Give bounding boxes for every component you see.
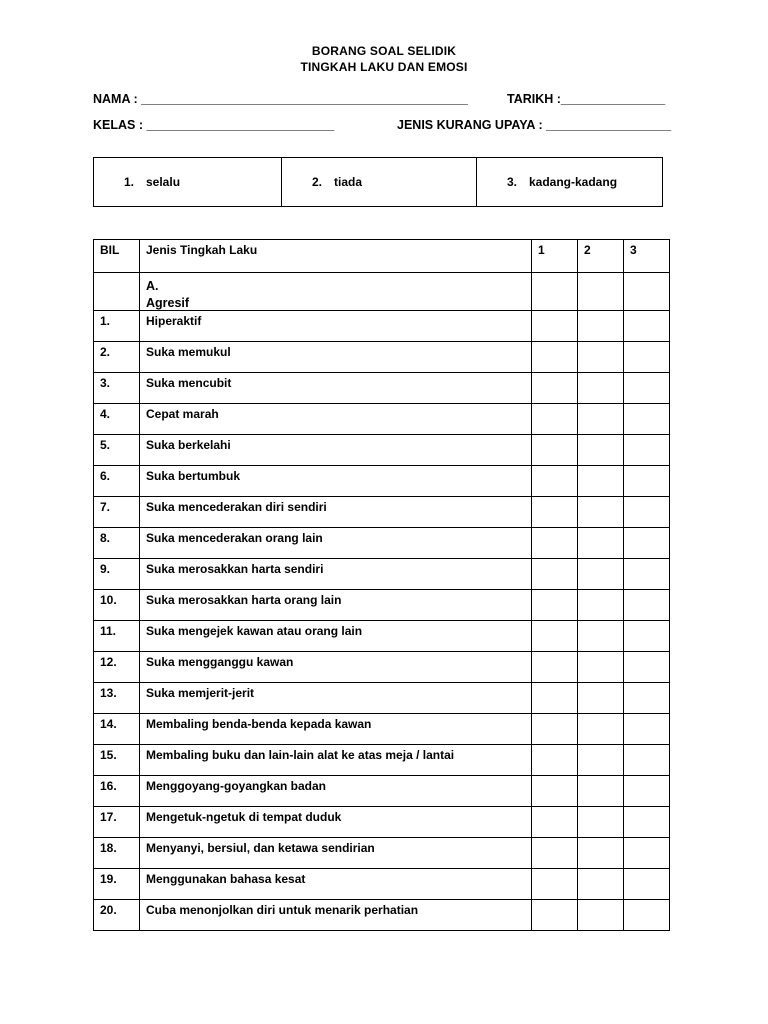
- header-score-1: 1: [532, 240, 578, 273]
- score-cell-3[interactable]: [624, 714, 670, 745]
- row-number: 7.: [94, 497, 140, 528]
- score-cell-1[interactable]: [532, 373, 578, 404]
- legend-item: [94, 158, 281, 206]
- score-cell-2[interactable]: [578, 869, 624, 900]
- table-row: [94, 745, 670, 776]
- score-cell-2[interactable]: [578, 590, 624, 621]
- score-cell-3[interactable]: [624, 652, 670, 683]
- score-cell-1[interactable]: [532, 404, 578, 435]
- score-cell-2[interactable]: [578, 621, 624, 652]
- score-cell-1[interactable]: [532, 776, 578, 807]
- score-cell-2[interactable]: [578, 466, 624, 497]
- row-number: 4.: [94, 404, 140, 435]
- table-row: [94, 714, 670, 745]
- row-number: 3.: [94, 373, 140, 404]
- score-cell-1[interactable]: [532, 683, 578, 714]
- legend-label: selalu: [146, 175, 181, 189]
- score-cell-1[interactable]: [532, 435, 578, 466]
- row-number: 5.: [94, 435, 140, 466]
- table-row: [94, 559, 670, 590]
- row-number: 11.: [94, 621, 140, 652]
- behaviour-description: Hiperaktif: [140, 311, 532, 342]
- score-cell-3[interactable]: [624, 869, 670, 900]
- section-name: Agresif: [146, 296, 190, 310]
- legend-number: 2.: [312, 175, 323, 189]
- table-row: [94, 900, 670, 931]
- behaviour-description: Cuba menonjolkan diri untuk menarik perhatian: [140, 900, 532, 931]
- score-cell-2[interactable]: [578, 528, 624, 559]
- header-score-3: 3: [624, 240, 670, 273]
- tarikh-field[interactable]: TARIKH :_______________: [507, 92, 666, 106]
- score-cell-2[interactable]: [578, 404, 624, 435]
- score-cell[interactable]: [532, 273, 578, 311]
- score-cell-1[interactable]: [532, 342, 578, 373]
- table-row: [94, 497, 670, 528]
- header-bil: BIL: [94, 240, 140, 273]
- score-cell-1[interactable]: [532, 807, 578, 838]
- row-number: 16.: [94, 776, 140, 807]
- table-row: [94, 528, 670, 559]
- behaviour-description: Membaling buku dan lain-lain alat ke atas meja / lantai: [140, 745, 532, 776]
- score-cell-2[interactable]: [578, 807, 624, 838]
- behaviour-description: Suka merosakkan harta sendiri: [140, 559, 532, 590]
- row-number: 6.: [94, 466, 140, 497]
- behaviour-description: Menyanyi, bersiul, dan ketawa sendirian: [140, 838, 532, 869]
- score-cell-1[interactable]: [532, 621, 578, 652]
- behaviour-description: Menggunakan bahasa kesat: [140, 869, 532, 900]
- behaviour-description: Menggoyang-goyangkan badan: [140, 776, 532, 807]
- score-cell-3[interactable]: [624, 621, 670, 652]
- table-row: [94, 311, 670, 342]
- score-cell-1[interactable]: [532, 745, 578, 776]
- table-row: [94, 373, 670, 404]
- score-cell-2[interactable]: [578, 435, 624, 466]
- score-cell-1[interactable]: [532, 311, 578, 342]
- score-cell-3[interactable]: [624, 838, 670, 869]
- row-number: 14.: [94, 714, 140, 745]
- score-cell-3[interactable]: [624, 342, 670, 373]
- row-number: 10.: [94, 590, 140, 621]
- score-cell-2[interactable]: [578, 838, 624, 869]
- form-title-line-1: BORANG SOAL SELIDIK: [311, 44, 457, 58]
- behaviour-description: Suka berkelahi: [140, 435, 532, 466]
- nama-field[interactable]: NAMA : _______________________________________________: [93, 92, 468, 106]
- row-number: 15.: [94, 745, 140, 776]
- behaviour-description: Suka mengganggu kawan: [140, 652, 532, 683]
- legend-label: kadang-kadang: [529, 175, 618, 189]
- section-bil-cell: [94, 273, 140, 311]
- legend-item: [281, 158, 476, 206]
- row-number: 13.: [94, 683, 140, 714]
- score-cell-2[interactable]: [578, 559, 624, 590]
- score-cell-3[interactable]: [624, 683, 670, 714]
- behaviour-description: Suka bertumbuk: [140, 466, 532, 497]
- header-jenis-tingkah-laku: Jenis Tingkah Laku: [140, 240, 532, 273]
- score-cell-1[interactable]: [532, 900, 578, 931]
- table-row: [94, 590, 670, 621]
- row-number: 2.: [94, 342, 140, 373]
- table-row: [94, 683, 670, 714]
- score-cell-3[interactable]: [624, 435, 670, 466]
- score-cell[interactable]: [624, 273, 670, 311]
- legend-number: 1.: [124, 175, 135, 189]
- rating-legend: [93, 157, 663, 207]
- score-cell-3[interactable]: [624, 311, 670, 342]
- score-cell-1[interactable]: [532, 869, 578, 900]
- section-letter: A.: [146, 279, 159, 293]
- table-row: [94, 652, 670, 683]
- row-number: 8.: [94, 528, 140, 559]
- behaviour-description: Suka mengejek kawan atau orang lain: [140, 621, 532, 652]
- section-row: [94, 273, 670, 311]
- score-cell-2[interactable]: [578, 714, 624, 745]
- score-cell-3[interactable]: [624, 745, 670, 776]
- jenis-kurang-upaya-field[interactable]: JENIS KURANG UPAYA : __________________: [397, 118, 672, 132]
- score-cell-3[interactable]: [624, 497, 670, 528]
- table-row: [94, 342, 670, 373]
- score-cell-2[interactable]: [578, 342, 624, 373]
- row-number: 17.: [94, 807, 140, 838]
- score-cell-2[interactable]: [578, 900, 624, 931]
- score-cell-3[interactable]: [624, 373, 670, 404]
- form-title-line-2: TINGKAH LAKU DAN EMOSI: [300, 60, 468, 74]
- score-cell-1[interactable]: [532, 652, 578, 683]
- score-cell-2[interactable]: [578, 373, 624, 404]
- table-row: [94, 869, 670, 900]
- score-cell-3[interactable]: [624, 528, 670, 559]
- table-row: [94, 621, 670, 652]
- score-cell[interactable]: [578, 273, 624, 311]
- score-cell-2[interactable]: [578, 776, 624, 807]
- behaviour-description: Suka memukul: [140, 342, 532, 373]
- row-number: 9.: [94, 559, 140, 590]
- legend-item: [476, 158, 662, 206]
- score-cell-3[interactable]: [624, 404, 670, 435]
- score-cell-2[interactable]: [578, 497, 624, 528]
- score-cell-3[interactable]: [624, 900, 670, 931]
- score-cell-3[interactable]: [624, 590, 670, 621]
- table-row: [94, 776, 670, 807]
- score-cell-1[interactable]: [532, 466, 578, 497]
- kelas-field[interactable]: KELAS : ___________________________: [93, 118, 335, 132]
- score-cell-2[interactable]: [578, 745, 624, 776]
- score-cell-3[interactable]: [624, 776, 670, 807]
- score-cell-1[interactable]: [532, 559, 578, 590]
- section-label: [140, 273, 532, 311]
- row-number: 1.: [94, 311, 140, 342]
- behaviour-description: Suka mencederakan orang lain: [140, 528, 532, 559]
- header-score-2: 2: [578, 240, 624, 273]
- score-cell-3[interactable]: [624, 807, 670, 838]
- row-number: 12.: [94, 652, 140, 683]
- score-cell-1[interactable]: [532, 528, 578, 559]
- row-number: 20.: [94, 900, 140, 931]
- behaviour-description: Suka merosakkan harta orang lain: [140, 590, 532, 621]
- behaviour-description: Suka memjerit-jerit: [140, 683, 532, 714]
- behaviour-description: Suka mencederakan diri sendiri: [140, 497, 532, 528]
- table-header-row: [94, 240, 670, 273]
- row-number: 18.: [94, 838, 140, 869]
- behaviour-description: Cepat marah: [140, 404, 532, 435]
- score-cell-1[interactable]: [532, 497, 578, 528]
- score-cell-1[interactable]: [532, 714, 578, 745]
- score-cell-1[interactable]: [532, 838, 578, 869]
- score-cell-2[interactable]: [578, 311, 624, 342]
- behaviour-description: Membaling benda-benda kepada kawan: [140, 714, 532, 745]
- table-row: [94, 807, 670, 838]
- legend-label: tiada: [334, 175, 363, 189]
- score-cell-3[interactable]: [624, 559, 670, 590]
- legend-number: 3.: [507, 175, 518, 189]
- row-number: 19.: [94, 869, 140, 900]
- score-cell-2[interactable]: [578, 652, 624, 683]
- score-cell-1[interactable]: [532, 590, 578, 621]
- score-cell-3[interactable]: [624, 466, 670, 497]
- table-row: [94, 435, 670, 466]
- behaviour-description: Mengetuk-ngetuk di tempat duduk: [140, 807, 532, 838]
- behaviour-description: Suka mencubit: [140, 373, 532, 404]
- table-row: [94, 838, 670, 869]
- behaviour-table: [93, 239, 670, 931]
- score-cell-2[interactable]: [578, 683, 624, 714]
- table-row: [94, 466, 670, 497]
- table-row: [94, 404, 670, 435]
